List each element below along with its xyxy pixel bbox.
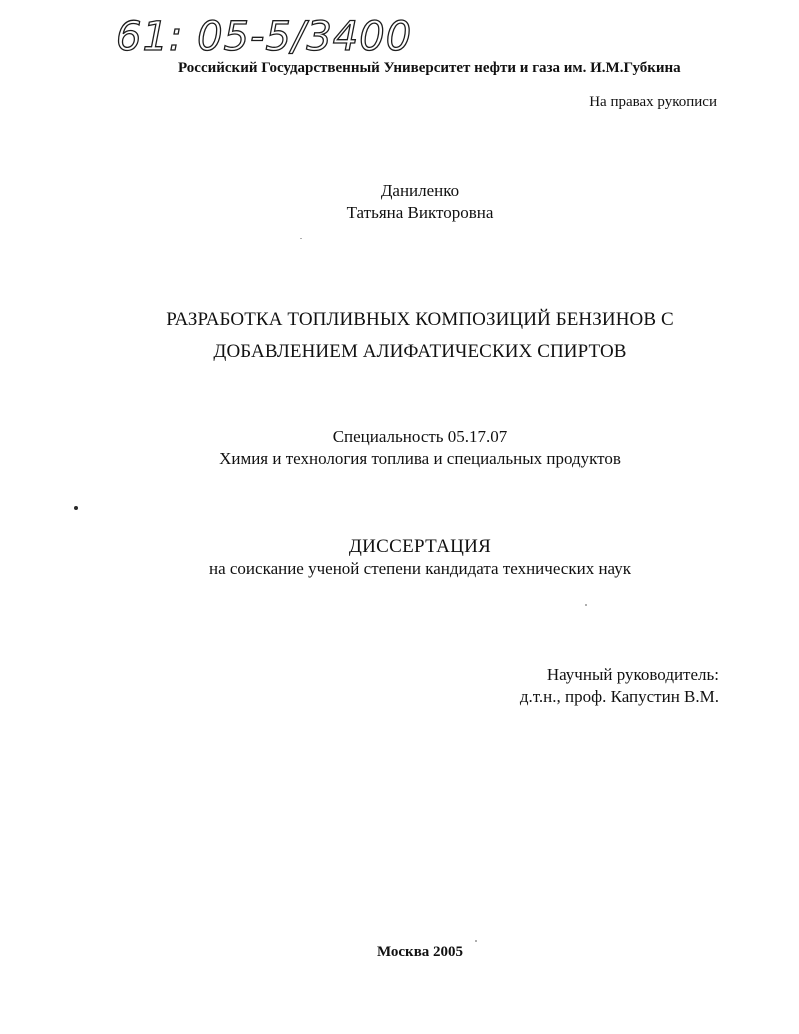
city-year: Москва 2005	[376, 944, 464, 960]
author-surname: Даниленко	[380, 181, 460, 200]
thesis-title	[0, 304, 799, 368]
supervisor-person: д.т.н., проф. Капустин В.М.	[519, 687, 719, 706]
scan-speck	[475, 940, 477, 942]
dissertation-heading: ДИССЕРТАЦИЯ	[348, 536, 492, 557]
thesis-title-line-2: ДОБАВЛЕНИЕМ АЛИФАТИЧЕСКИХ СПИРТОВ	[213, 341, 627, 362]
dissertation-block	[0, 536, 799, 580]
specialty-block	[0, 426, 799, 470]
scan-speck	[585, 604, 587, 606]
specialty-name: Химия и технология топлива и специальных продуктов	[219, 449, 621, 468]
manuscript-rights-note: На правах рукописи	[589, 94, 717, 110]
handwritten-archive-code	[112, 8, 432, 60]
scan-speck	[300, 238, 302, 239]
degree-description: на соискание ученой степени кандидата технических наук	[208, 559, 631, 578]
specialty-code: Специальность 05.17.07	[332, 427, 508, 446]
author-name: Татьяна Викторовна	[346, 203, 494, 222]
scan-speck	[74, 506, 78, 510]
university-name: Российский Государственный Университет нефти и газа им. И.М.Губкина	[178, 60, 681, 76]
archive-code-text: 61: 05-5/3400	[116, 14, 413, 60]
supervisor-block	[520, 664, 719, 708]
thesis-title-line-1: РАЗРАБОТКА ТОПЛИВНЫХ КОМПОЗИЦИЙ БЕНЗИНОВ С	[166, 309, 674, 330]
author-block	[0, 180, 799, 224]
supervisor-label: Научный руководитель:	[546, 665, 719, 684]
